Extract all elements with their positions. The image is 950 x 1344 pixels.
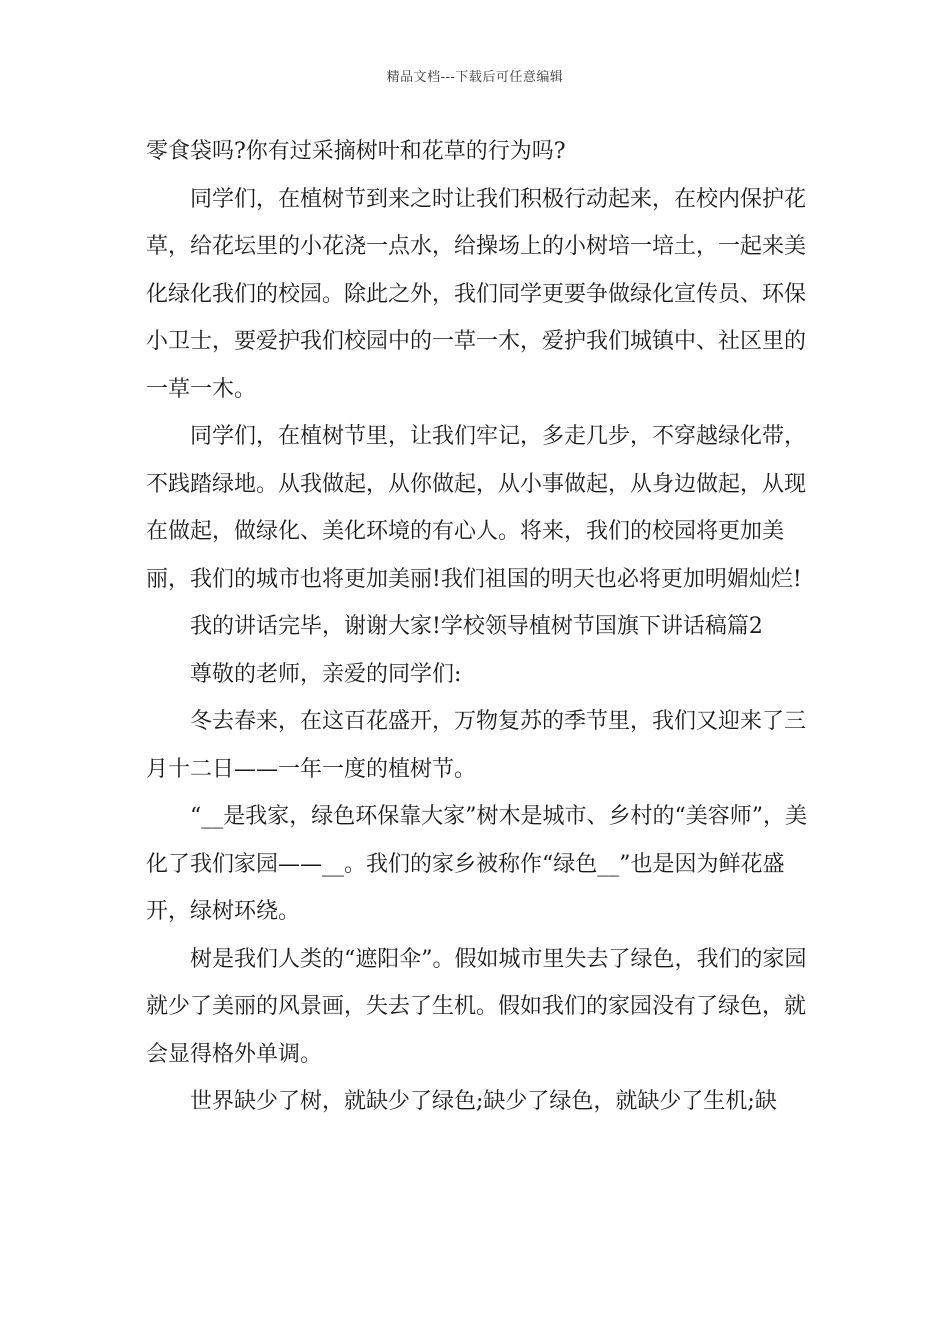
paragraph: 同学们，在植树节到来之时让我们积极行动起来，在校内保护花草，给花坛里的小花浇一点水，给操场上的小树培一培土，一起来美化绿化我们的校园。除此之外，我们同学更要争做绿化宣传员、环保小卫士，要爱护我们校园中的一草一木，爱护我们城镇中、社区里的一草一木。 [146, 186, 807, 402]
paragraph: “__是我家，绿色环保靠大家”树木是城市、乡村的“美容师”，美化了我们家园——__。我们的家乡被称作“绿色__”也是因为鲜花盛开，绿树环绕。 [146, 804, 807, 924]
paragraph: 冬去春来，在这百花盛开，万物复苏的季节里，我们又迎来了三月十二日——一年一度的植树节。 [146, 709, 807, 782]
document-body [146, 128, 826, 1126]
paragraph-heading: 我的讲话完毕，谢谢大家!学校领导植树节国旗下讲话稿篇2 [190, 614, 763, 639]
paragraph: 世界缺少了树，就缺少了绿色;缺少了绿色，就缺少了生机;缺 [190, 1089, 777, 1114]
page-header: 精品文档---下载后可任意编辑 [386, 70, 564, 85]
paragraph: 树是我们人类的“遮阳伞”。假如城市里失去了绿色，我们的家园就少了美丽的风景画，失去了生机。假如我们的家园没有了绿色，就会显得格外单调。 [146, 946, 807, 1067]
paragraph: 零食袋吗?你有过采摘树叶和花草的行为吗? [146, 139, 566, 164]
salutation: 尊敬的老师，亲爱的同学们: [190, 661, 462, 687]
paragraph: 同学们，在植树节里，让我们牢记，多走几步，不穿越绿化带，不践踏绿地。从我做起，从你做起，从小事做起，从身边做起，从现在做起，做绿化、美化环境的有心人。将来，我们的校园将更加美丽，我们的城市也将更加美丽!我们祖国的明天也必将更加明媚灿烂! [146, 424, 807, 592]
